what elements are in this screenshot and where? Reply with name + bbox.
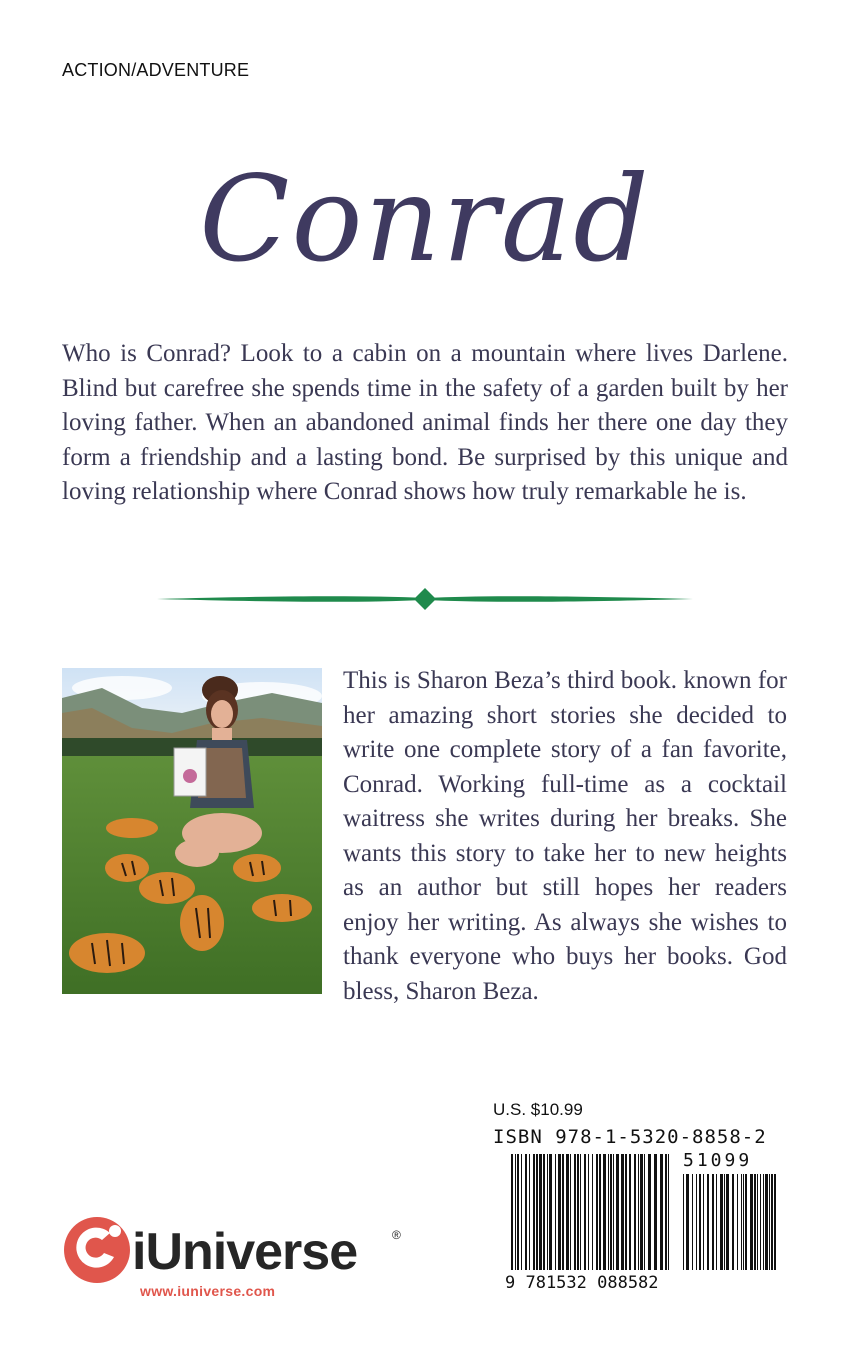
book-title: Conrad	[199, 150, 651, 288]
barcode-bar	[634, 1154, 636, 1270]
addon-bar	[760, 1174, 761, 1270]
addon-bar	[741, 1174, 742, 1270]
barcode-bar	[599, 1154, 601, 1270]
barcode-bar	[525, 1154, 527, 1270]
publisher-url[interactable]: www.iuniverse.com	[140, 1283, 276, 1299]
barcode-bar	[603, 1154, 606, 1270]
addon-bar	[712, 1174, 714, 1270]
addon-bar	[745, 1174, 747, 1270]
author-bio: This is Sharon Beza’s third book. known for her amazing short stories she decided to write one complete story of a fan favorite, Conrad. Working full-time as a cocktail waitress she writes during her breaks. She wants this story to take her to new heights as an author but still hopes her readers enjoy her writing. As always she wishes to thank everyone who buys her books. God bless, Sharon Beza.	[343, 667, 787, 1005]
addon-bar	[732, 1174, 734, 1270]
barcode-bar	[533, 1154, 535, 1270]
addon-bar	[750, 1174, 753, 1270]
addon-bar	[769, 1174, 770, 1270]
barcode-bar	[521, 1154, 522, 1270]
barcode-bar	[668, 1154, 669, 1270]
barcode-bar	[574, 1154, 576, 1270]
barcode-bar	[625, 1154, 627, 1270]
barcode-bar	[566, 1154, 569, 1270]
publisher-name: iUniverse	[132, 1223, 358, 1281]
addon-bar	[774, 1174, 776, 1270]
barcode-bar	[621, 1154, 624, 1270]
addon-bar	[726, 1174, 729, 1270]
barcode-bar	[613, 1154, 614, 1270]
barcode-bar	[592, 1154, 593, 1270]
barcode-bar	[562, 1154, 564, 1270]
barcode-bar	[616, 1154, 619, 1270]
barcode-bar	[584, 1154, 586, 1270]
barcode-digits: 9 781532 088582	[505, 1273, 659, 1293]
ornamental-divider	[157, 585, 693, 613]
barcode-bar	[543, 1154, 545, 1270]
barcode-bar	[580, 1154, 581, 1270]
addon-bar	[720, 1174, 723, 1270]
genre-label: ACTION/ADVENTURE	[62, 60, 250, 80]
addon-bar	[743, 1174, 744, 1270]
addon-bar	[737, 1174, 738, 1270]
barcode-bar	[517, 1154, 519, 1270]
addon-bar	[696, 1174, 697, 1270]
price-label: U.S. $10.99	[493, 1100, 583, 1119]
barcode-bar	[529, 1154, 530, 1270]
barcode-bar	[665, 1154, 667, 1270]
barcode-bar	[608, 1154, 609, 1270]
addon-bar	[771, 1174, 773, 1270]
isbn-label: ISBN 978-1-5320-8858-2	[493, 1126, 767, 1148]
barcode-bar	[596, 1154, 598, 1270]
addon-bar	[703, 1174, 704, 1270]
barcode-bar	[536, 1154, 538, 1270]
author-photo	[62, 668, 322, 994]
iuniverse-logo-icon	[62, 1215, 132, 1285]
barcode	[493, 1148, 783, 1298]
barcode-bar	[558, 1154, 561, 1270]
price-code: 51099	[683, 1150, 753, 1171]
barcode-bar	[638, 1154, 639, 1270]
addon-bar	[757, 1174, 758, 1270]
barcode-bar	[654, 1154, 657, 1270]
barcode-bar	[577, 1154, 579, 1270]
barcode-bar	[547, 1154, 548, 1270]
addon-bar	[765, 1174, 768, 1270]
barcode-bar	[660, 1154, 663, 1270]
barcode-bar	[555, 1154, 556, 1270]
barcode-bar	[511, 1154, 513, 1270]
addon-bar	[699, 1174, 701, 1270]
addon-bar	[763, 1174, 764, 1270]
barcode-bar	[610, 1154, 612, 1270]
addon-bar	[754, 1174, 756, 1270]
barcode-bar	[549, 1154, 552, 1270]
addon-bar	[686, 1174, 689, 1270]
addon-bar	[683, 1174, 684, 1270]
barcode-bar	[648, 1154, 651, 1270]
addon-bar	[724, 1174, 725, 1270]
barcode-bar	[644, 1154, 645, 1270]
barcode-bar	[629, 1154, 631, 1270]
barcode-bar	[539, 1154, 542, 1270]
addon-bar	[692, 1174, 693, 1270]
barcode-bar	[570, 1154, 571, 1270]
book-blurb: Who is Conrad? Look to a cabin on a mountain where lives Darlene. Blind but carefree she spends time in the safety of a garden built by her loving father. When an abandoned animal finds her there one day they form a friendship and a lasting bond. Be surprised by this unique and loving relationship where Conrad shows how truly remarkable he is.	[62, 340, 788, 505]
barcode-bar	[640, 1154, 643, 1270]
registered-mark: ®	[392, 1228, 401, 1242]
barcode-bar	[588, 1154, 589, 1270]
addon-bar	[716, 1174, 717, 1270]
addon-bar	[707, 1174, 709, 1270]
barcode-bar	[515, 1154, 516, 1270]
